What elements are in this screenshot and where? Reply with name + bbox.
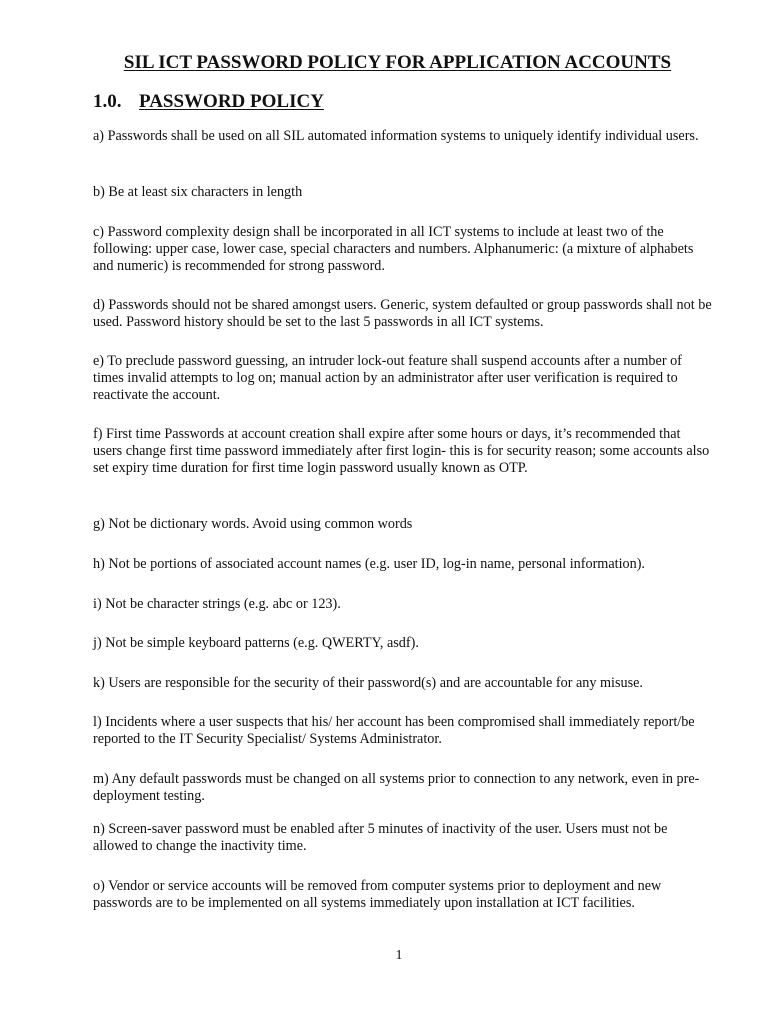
section-number: 1.0. <box>93 91 122 112</box>
policy-item-m: m) Any default passwords must be changed on all systems prior to connection to any network, even in pre-deployment testing. <box>93 771 700 805</box>
policy-item-f: f) First time Passwords at account creation shall expire after some hours or days, it’s recommended that users change first time password immediately after first login- this is for security reason; some accounts also set expiry time duration for first time login password usually known as OTP. <box>93 426 710 477</box>
policy-item-c: c) Password complexity design shall be incorporated in all ICT systems to include at least two of the following: upper case, lower case, special characters and numbers. Alphanumeric: (a mixture of alphabets and numeric) is recommended for strong password. <box>93 224 694 275</box>
policy-item-a: a) Passwords shall be used on all SIL automated information systems to uniquely identify individual users. <box>93 128 699 144</box>
policy-item-b: b) Be at least six characters in length <box>93 184 303 200</box>
policy-item-k: k) Users are responsible for the security of their password(s) and are accountable for any misuse. <box>93 675 643 691</box>
section-title: PASSWORD POLICY <box>139 91 324 112</box>
document-title: SIL ICT PASSWORD POLICY FOR APPLICATION ACCOUNTS <box>123 52 672 73</box>
section-heading <box>93 91 324 113</box>
policy-item-h: h) Not be portions of associated account names (e.g. user ID, log-in name, personal information). <box>93 556 645 572</box>
policy-item-o: o) Vendor or service accounts will be removed from computer systems prior to deployment and new passwords are to be implemented on all systems immediately upon installation at ICT facilities. <box>93 878 662 912</box>
policy-item-n: n) Screen-saver password must be enabled after 5 minutes of inactivity of the user. Users must not be allowed to change the inactivity time. <box>93 821 668 855</box>
policy-item-g: g) Not be dictionary words. Avoid using common words <box>93 516 413 532</box>
policy-item-e: e) To preclude password guessing, an intruder lock-out feature shall suspend accounts after a number of times invalid attempts to log on; manual action by an administrator after user verification is required to reactivate the account. <box>93 353 682 404</box>
policy-item-i: i) Not be character strings (e.g. abc or 123). <box>93 596 341 612</box>
policy-item-l: l) Incidents where a user suspects that his/ her account has been compromised shall immediately report/be reported to the IT Security Specialist/ Systems Administrator. <box>93 714 695 748</box>
policy-item-d: d) Passwords should not be shared amongst users. Generic, system defaulted or group passwords shall not be used. Password history should be set to the last 5 passwords in all ICT systems. <box>93 297 712 331</box>
policy-item-j: j) Not be simple keyboard patterns (e.g. QWERTY, asdf). <box>93 635 419 651</box>
page-number: 1 <box>395 948 403 963</box>
